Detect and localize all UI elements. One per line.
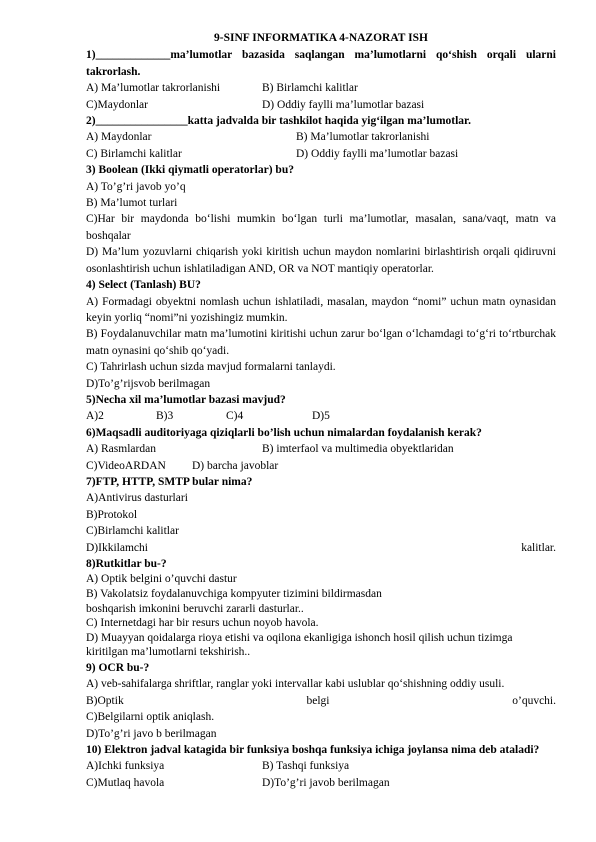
q9-option-d: D)To’g’ri javo b berilmagan: [86, 727, 217, 740]
q4-option-d: D)To’g’rijsvob berilmagan: [86, 377, 211, 390]
q7-option-d: D)Ikkilamchi: [86, 541, 148, 554]
q2-option-c: C) Birlamchi kalitlar: [86, 147, 182, 160]
q2-option-b: B) Ma’lumotlar takrorlanishi: [296, 131, 430, 144]
q1-option-b: B) Birlamchi kalitlar: [262, 82, 358, 95]
q9-option-b-word1: B)Optik: [86, 694, 124, 707]
question-7: 7)FTP, HTTP, SMTP bular nima?: [86, 475, 253, 488]
q8-option-b-line1: B) Vakolatsiz foydalanuvchiga kompyuter tizimini bildirmasdan: [86, 588, 382, 600]
q5-option-a: A)2: [86, 410, 104, 423]
q3-option-a: A) To’g’ri javob yo’q: [86, 180, 186, 193]
q10-options-row-1: [86, 758, 556, 774]
question-6: 6)Maqsadli auditoriyaga qiziqlarli bo’lish uchun nimalardan foydalanish kerak?: [86, 426, 482, 439]
q6-options-row-2: [86, 458, 556, 474]
q8-option-b-line2: boshqarish imkonini beruvchi zararli dasturlar..: [86, 602, 304, 615]
question-3: 3) Boolean (Ikki qiymatli operatorlar) bu?: [86, 164, 294, 177]
q9-option-b-word3: o’quvchi.: [512, 694, 556, 707]
q2-options-row-1: [86, 129, 556, 145]
q7-option-c: C)Birlamchi kalitlar: [86, 525, 179, 538]
q1-options-row-1: [86, 80, 556, 96]
q7-option-d-line: [86, 540, 556, 556]
question-10: 10) Elektron jadval katagida bir funksiya boshqa funksiya ichiga joylansa nima deb ataladi?: [86, 744, 540, 756]
q8-option-d-line2: kiritilgan ma’lumotlarni tekshirish..: [86, 646, 251, 659]
question-5: 5)Necha xil ma’lumotlar bazasi mavjud?: [86, 393, 286, 406]
q2-option-a: A) Maydonlar: [86, 131, 152, 144]
q9-option-b-line: [86, 693, 556, 709]
q6-option-d: D) barcha javoblar: [192, 459, 279, 472]
q2-options-row-2: [86, 146, 556, 162]
q9-option-b-word2: belgi: [306, 694, 330, 707]
q10-option-b: B) Tashqi funksiya: [262, 760, 350, 773]
q3-option-c: C)Har bir maydonda bo‘lishi mumkin bo‘lgan turli ma’lumotlar, masalan, sana/vaqt, matn va boshqalar: [86, 213, 556, 242]
question-1: 1)_____________ma’lumotlar bazasida saqlangan ma’lumotlarni qo‘shish orqali ularni takrorlash.: [86, 49, 556, 78]
q8-option-c: C) Internetdagi har bir resurs uchun noyob havola.: [86, 617, 319, 630]
q1-option-a: A) Ma’lumotlar takrorlanishi: [86, 82, 221, 95]
q4-option-c: C) Tahrirlash uchun sizda mavjud formalarni tanlaydi.: [86, 361, 336, 374]
q5-option-c: C)4: [226, 410, 244, 423]
q10-option-d: D)To’g’ri javob berilmagan: [262, 776, 390, 789]
q1-option-c: C)Maydonlar: [86, 98, 148, 111]
q9-option-a: A) veb-sahifalarga shriftlar, ranglar yoki intervallar kabi uslublar qo‘shishning oddiy usuli.: [86, 678, 505, 691]
q6-options-row-1: [86, 441, 556, 457]
q10-options-row-2: [86, 775, 556, 791]
q4-option-a: A) Formadagi obyektni nomlash uchun ishlatiladi, masalan, maydon “nomi” uchun matn oynasidan keyin yorliq “nomi”ni yozishingiz mumkin.: [86, 295, 556, 324]
question-4: 4) Select (Tanlash) BU?: [86, 279, 201, 292]
question-9: 9) OCR bu-?: [86, 661, 150, 674]
q6-option-a: A) Rasmlardan: [86, 443, 156, 456]
q1-options-row-2: [86, 97, 556, 113]
q10-option-a: A)Ichki funksiya: [86, 760, 165, 773]
q7-option-b: B)Protokol: [86, 508, 138, 521]
q8-option-d-line1: D) Muayyan qoidalarga rioya etishi va oqilona ekanligiga ishonch hosil qilish uchun tizimga: [86, 631, 513, 644]
q6-option-c: C)VideoARDAN: [86, 459, 166, 472]
page-title: 9-SINF INFORMATIKA 4-NAZORAT ISH: [214, 32, 428, 44]
q7-option-a: A)Antivirus dasturlari: [86, 492, 188, 505]
q10-option-c: C)Mutlaq havola: [86, 776, 165, 789]
q7-option-d-tail: kalitlar.: [521, 541, 556, 554]
q6-option-b: B) imterfaol va multimedia obyektlaridan: [262, 443, 454, 456]
q3-option-b: B) Ma’lumot turlari: [86, 197, 178, 210]
question-8: 8)Rutkitlar bu-?: [86, 558, 167, 570]
q9-option-c: C)Belgilarni optik aniqlash.: [86, 711, 215, 724]
q8-option-a: A) Optik belgini o’quvchi dastur: [86, 573, 237, 586]
q1-option-d: D) Oddiy faylli ma’lumotlar bazasi: [262, 98, 425, 111]
q3-option-d: D) Ma’lum yozuvlarni chiqarish yoki kiritish uchun maydon nomlarini birlashtirish orqali qidiruvni osonlashtirish uchun ishlatiladigan AND, OR va NOT mantiqiy operatorlar.: [86, 246, 556, 275]
q2-option-d: D) Oddiy faylli ma’lumotlar bazasi: [296, 147, 459, 160]
q4-option-b: B) Foydalanuvchilar matn ma’lumotini kiritishi uchun zarur bo‘lgan o‘lchamdagi to‘g‘ri to‘rtburchak matn oynasini qo‘shib qo‘yadi.: [86, 328, 556, 357]
question-2: 2)________________katta jadvalda bir tashkilot haqida yig‘ilgan ma’lumotlar.: [86, 115, 471, 128]
q5-option-d: D)5: [312, 410, 330, 423]
q5-option-b: B)3: [156, 410, 174, 423]
q5-options-row: [86, 408, 556, 424]
